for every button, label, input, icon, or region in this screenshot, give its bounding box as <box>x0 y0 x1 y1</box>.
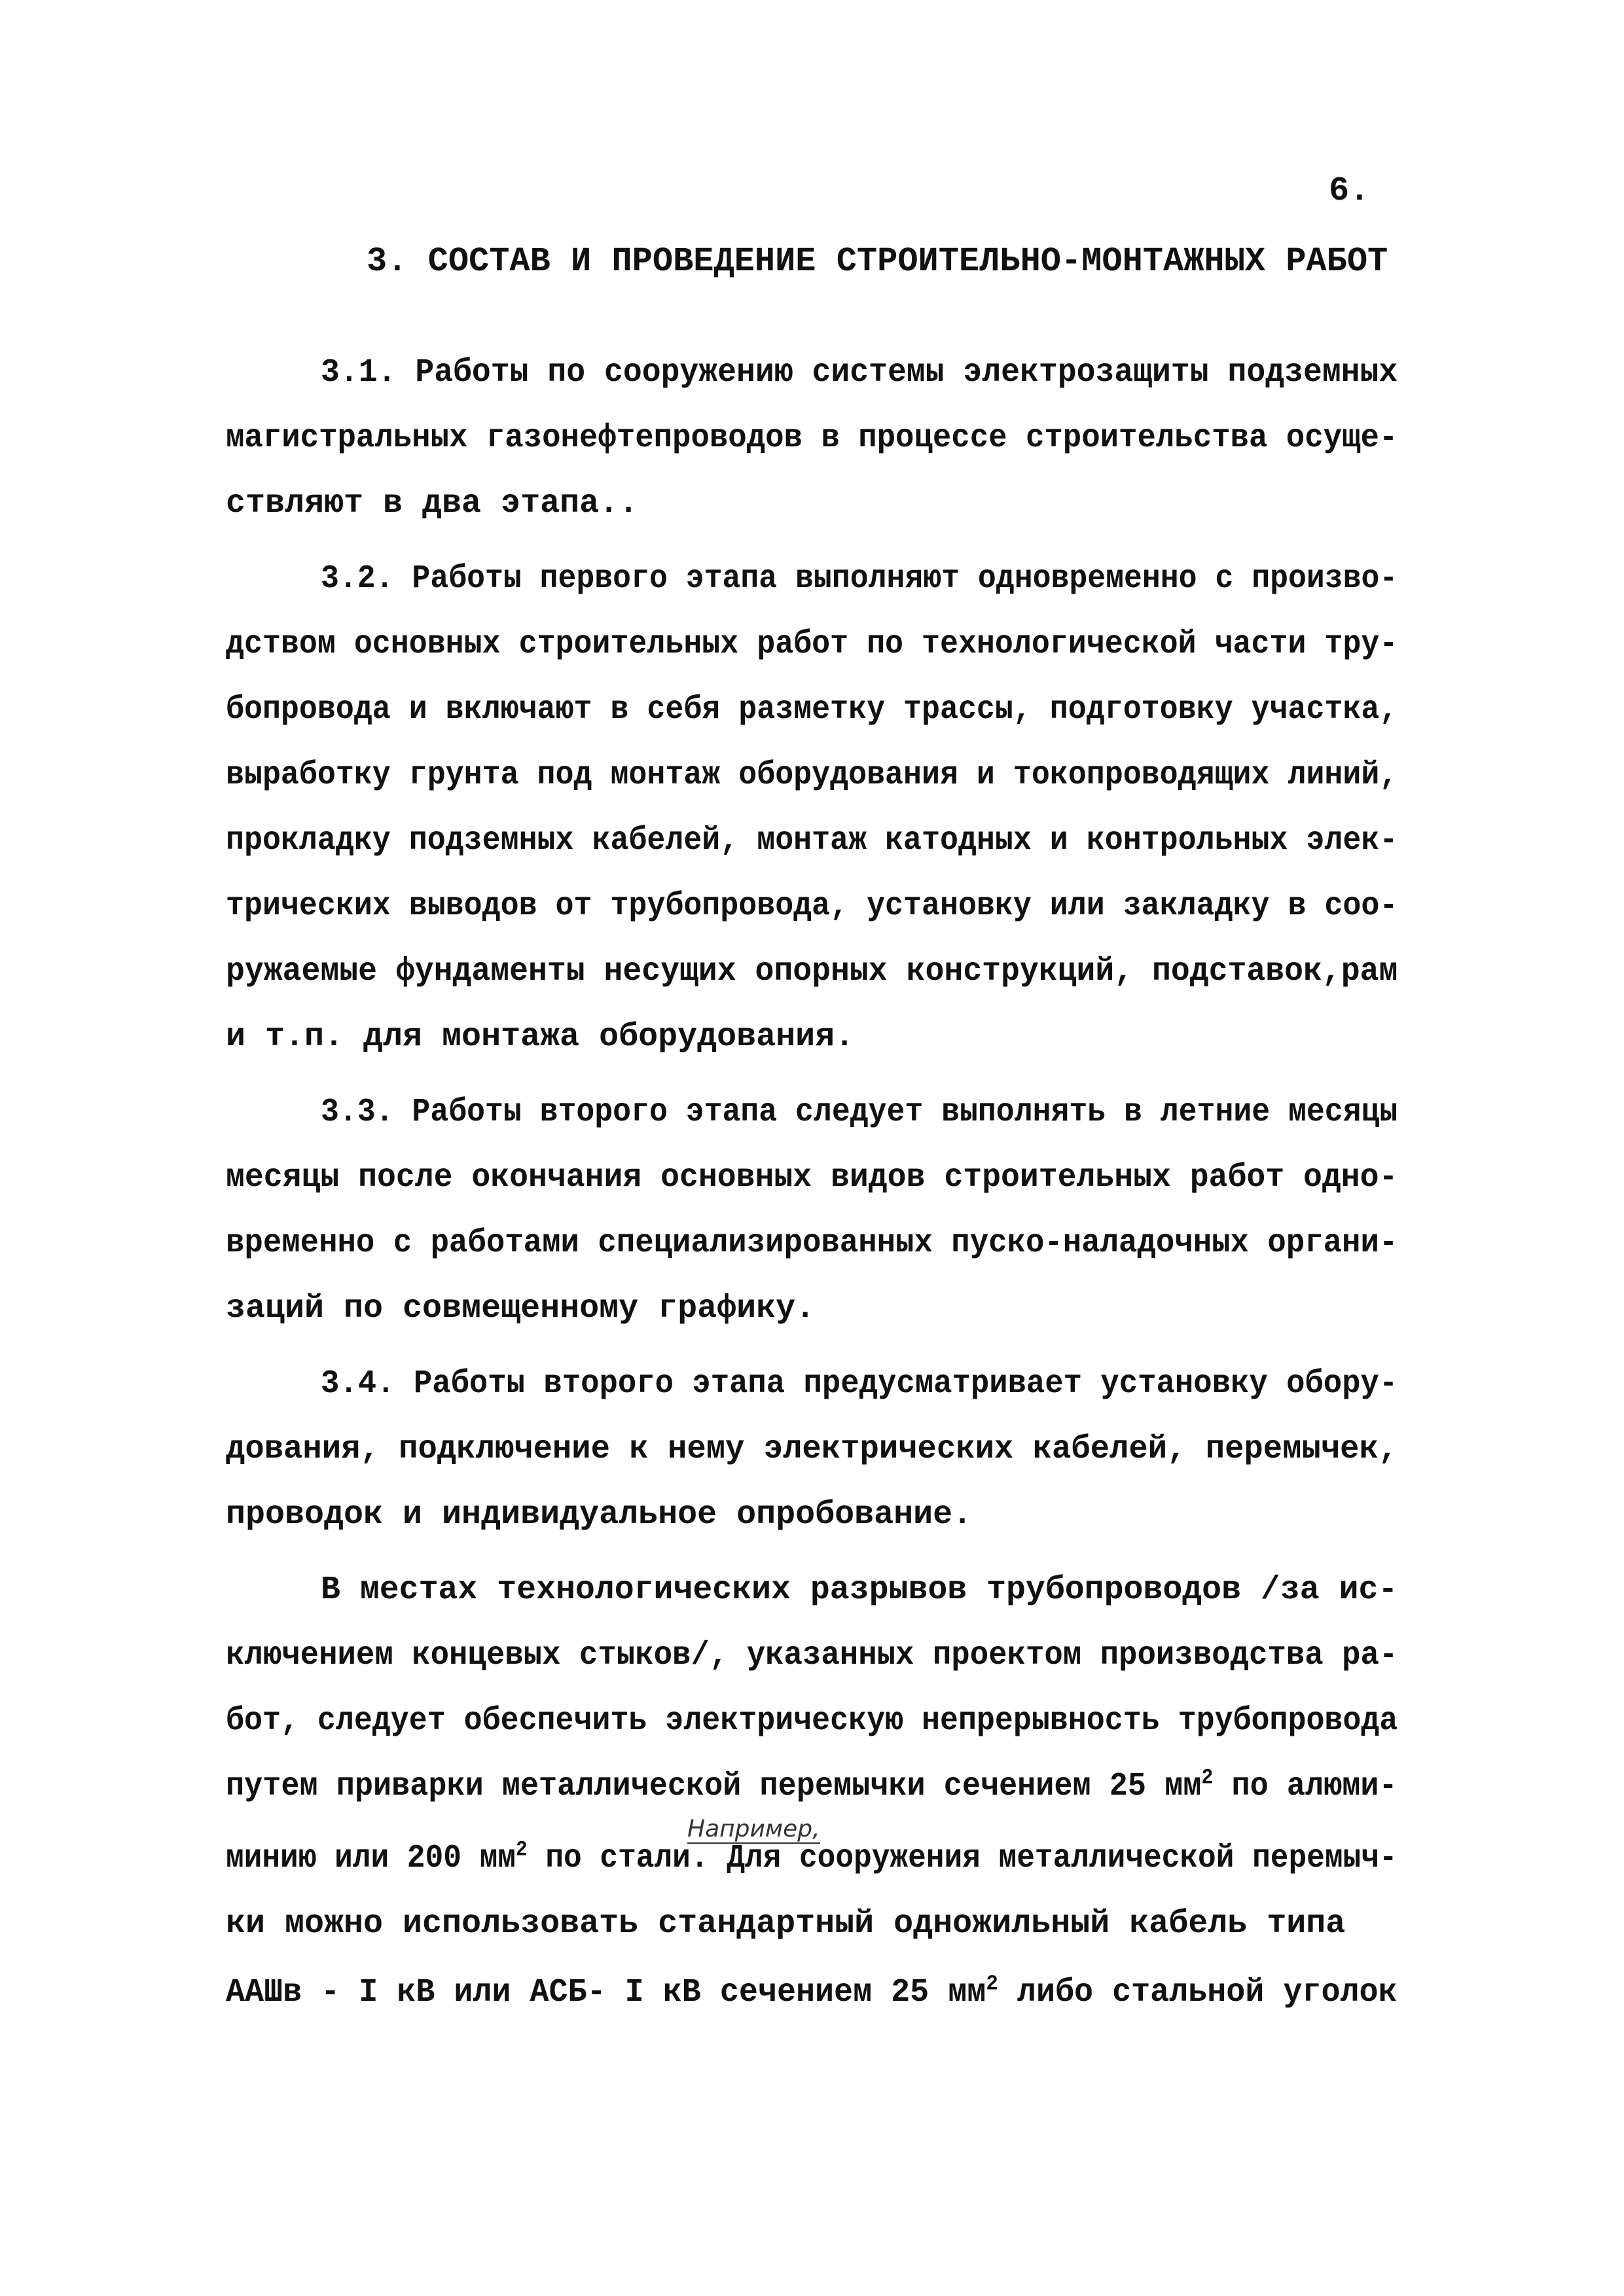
text-line <box>226 1764 1398 1810</box>
text-segment: либо стальной уголок <box>998 1974 1398 2011</box>
page-number: 6. <box>1329 171 1370 210</box>
text-line: В местах технологических разрывов трубопроводов /за ис- <box>321 1571 1398 1609</box>
text-segment: по стали. Для сооружения металлической перемыч- <box>527 1840 1398 1877</box>
superscript: 2 <box>986 1971 998 1996</box>
text-line: бопровода и включают в себя разметку трассы, подготовку участка, <box>226 691 1398 728</box>
text-segment: путем приварки металлической перемычки сечением 25 мм <box>226 1768 1202 1805</box>
text-segment: ААШв - I кВ или АСБ- I кВ сечением 25 мм <box>226 1974 986 2011</box>
superscript: 2 <box>1201 1765 1214 1790</box>
text-line: 3.1. Работы по сооружению системы электрозащиты подземных <box>321 354 1398 391</box>
text-line: ружаемые фундаменты несущих опорных конструкций, подставок,рам <box>226 953 1398 990</box>
text-line: прокладку подземных кабелей, монтаж катодных и контрольных элек- <box>226 822 1398 859</box>
superscript: 2 <box>515 1837 528 1862</box>
text-line: трических выводов от трубопровода, установку или закладку в соо- <box>226 888 1398 925</box>
text-line: дования, подключение к нему электрических кабелей, перемычек, <box>226 1431 1398 1468</box>
text-line: заций по совмещенному графику. <box>226 1290 816 1327</box>
text-line: месяцы после окончания основных видов строительных работ одно- <box>226 1159 1398 1196</box>
text-line: бот, следует обеспечить электрическую непрерывность трубопровода <box>226 1702 1398 1740</box>
text-line: и т.п. для монтажа оборудования. <box>226 1018 855 1056</box>
text-segment: минию или 200 мм <box>226 1840 516 1877</box>
text-line: 3.3. Работы второго этапа следует выполнять в летние месяцы <box>321 1094 1398 1131</box>
text-line: выработку грунта под монтаж оборудования и токопроводящих линий, <box>226 757 1398 794</box>
section-title: 3. СОСТАВ И ПРОВЕДЕНИЕ СТРОИТЕЛЬНО-МОНТАЖНЫХ РАБОТ <box>367 242 1388 281</box>
handwritten-note: Например, <box>687 1816 820 1842</box>
text-line: ки можно использовать стандартный одножильный кабель типа <box>226 1905 1346 1943</box>
text-line: ключением концевых стыков/, указанных проектом производства ра- <box>226 1637 1398 1674</box>
text-segment: по алюми- <box>1213 1768 1398 1805</box>
text-line: дством основных строительных работ по технологической части тру- <box>226 626 1398 663</box>
text-line: ствляют в два этапа.. <box>226 485 639 522</box>
text-line: проводок и индивидуальное опробование. <box>226 1496 973 1534</box>
text-line: 3.2. Работы первого этапа выполняют одновременно с произво- <box>321 560 1398 598</box>
text-line <box>226 1970 1398 2016</box>
text-line: временно с работами специализированных пуско-наладочных органи- <box>226 1225 1398 1262</box>
text-line: 3.4. Работы второго этапа предусматривает установку обору- <box>321 1365 1398 1403</box>
text-line: магистральных газонефтепроводов в процессе строительства осуще- <box>226 420 1398 457</box>
